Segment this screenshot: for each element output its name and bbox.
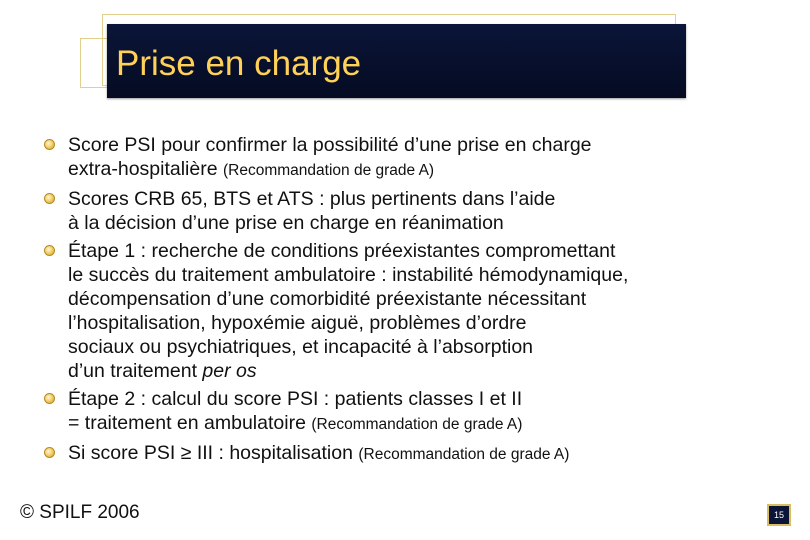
bullet-text: Score PSI pour confirmer la possibilité d’une prise en charge bbox=[68, 134, 592, 156]
bullet-text: l’hospitalisation, hypoxémie aiguë, problèmes d’ordre bbox=[68, 312, 527, 334]
bullet-text: Scores CRB 65, BTS et ATS : plus pertinents dans l’aide bbox=[68, 188, 556, 210]
bullet-item-step1 bbox=[40, 239, 800, 383]
bullet-text-line bbox=[68, 157, 800, 183]
bullet-text-line bbox=[68, 441, 800, 467]
bullet-marker-icon bbox=[44, 447, 55, 458]
bullet-text: d’un traitement bbox=[68, 360, 203, 382]
bullet-text: décompensation d’une comorbidité préexistante nécessitant bbox=[68, 288, 587, 310]
bullet-marker-icon bbox=[44, 393, 55, 404]
bullet-text: le succès du traitement ambulatoire : instabilité hémodynamique, bbox=[68, 264, 629, 286]
page-number: 15 bbox=[767, 504, 791, 526]
bullet-text-line bbox=[68, 411, 800, 437]
recommendation-grade: (Recommandation de grade A) bbox=[311, 416, 523, 433]
bullet-text: sociaux ou psychiatriques, et incapacité à l’absorption bbox=[68, 336, 534, 358]
bullet-item-psi bbox=[40, 133, 800, 183]
bullet-text: Étape 2 : calcul du score PSI : patients classes I et II bbox=[68, 388, 523, 410]
recommendation-grade: (Recommandation de grade A) bbox=[223, 162, 435, 179]
copyright-text: © SPILF 2006 bbox=[20, 502, 140, 523]
bullet-marker-icon bbox=[44, 193, 55, 204]
bullet-item-hospitalisation bbox=[40, 441, 800, 467]
recommendation-grade: (Recommandation de grade A) bbox=[358, 446, 570, 463]
slide-title: Prise en charge bbox=[116, 44, 362, 83]
bullet-marker-icon bbox=[44, 245, 55, 256]
italic-term: per os bbox=[202, 360, 257, 382]
bullet-text: Si score PSI ≥ III : hospitalisation bbox=[68, 442, 359, 464]
bullet-text: extra-hospitalière bbox=[68, 158, 223, 180]
bullet-text: = traitement en ambulatoire bbox=[68, 412, 312, 434]
bullet-text: à la décision d’une prise en charge en réanimation bbox=[68, 212, 504, 234]
bullet-list bbox=[40, 133, 800, 471]
bullet-item-step2 bbox=[40, 387, 800, 437]
title-banner bbox=[107, 24, 686, 98]
bullet-item-scores bbox=[40, 187, 800, 235]
bullet-text: Étape 1 : recherche de conditions préexistantes compromettant bbox=[68, 240, 616, 262]
bullet-marker-icon bbox=[44, 139, 55, 150]
bullet-text-line bbox=[68, 359, 800, 383]
